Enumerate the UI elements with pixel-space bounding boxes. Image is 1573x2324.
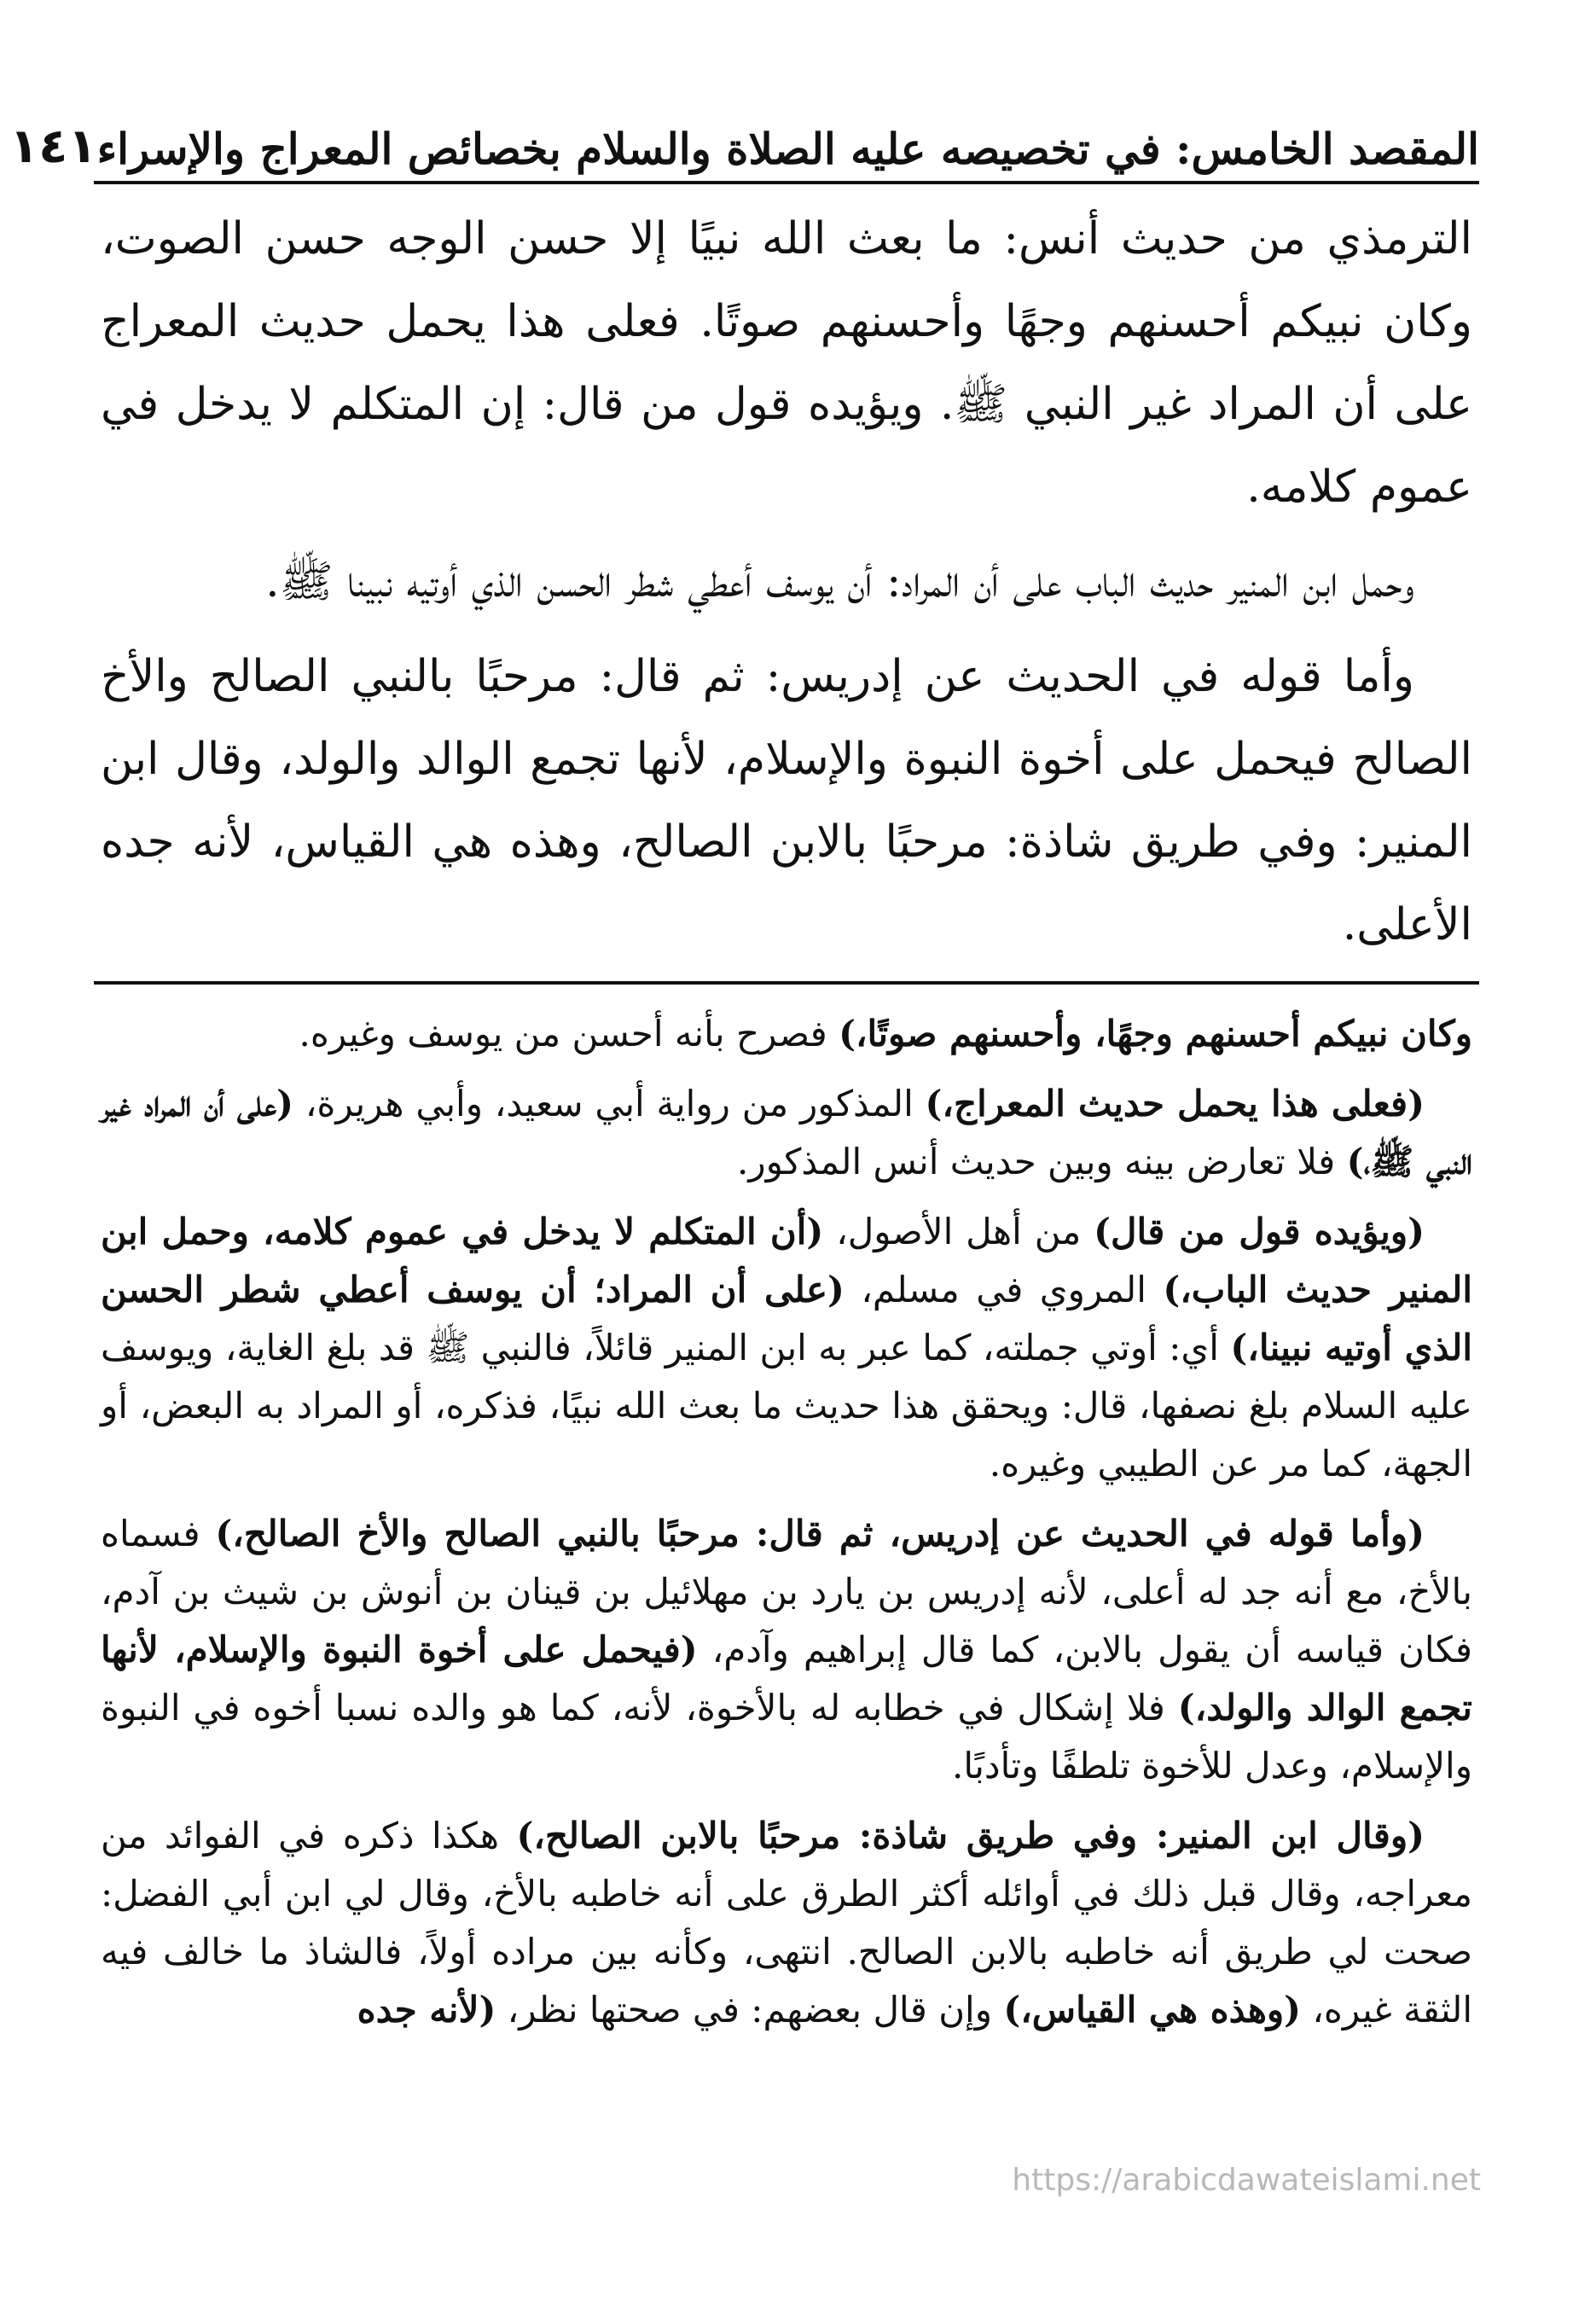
quoted-matn: (فيحمل على أخوة النبوة والإسلام، لأنها تجمع الوالد والولد،) xyxy=(101,1629,1472,1728)
quoted-matn: (لأنه جده xyxy=(357,1989,496,2031)
running-header xyxy=(9,101,1479,174)
main-paragraph: وحمل ابن المنير حديث الباب على أن المراد: أن يوسف أعطي شطر الحسن الذي أوتيه نبينا ﷺ. xyxy=(265,556,1414,607)
commentary-text-run: وإن قال بعضهم: في صحتها نظر، xyxy=(496,1989,1004,2031)
quoted-matn: (أن المتكلم لا يدخل في عموم كلامه، وحمل ابن المنير حديث الباب،) xyxy=(101,1211,1472,1310)
commentary-paragraph xyxy=(101,1203,1472,1493)
page-number: ١٤١ xyxy=(9,119,97,174)
quoted-matn: (على أن المراد؛ أن يوسف أعطي شطر الحسن الذي أوتيه نبينا،) xyxy=(101,1269,1473,1368)
commentary-text-run: المذكور من رواية أبي سعيد، وأبي هريرة، xyxy=(293,1083,926,1124)
quoted-matn: (وهذه هي القياس،) xyxy=(1003,1989,1302,2031)
main-paragraph: الترمذي من حديث أنس: ما بعث الله نبيًا إلا حسن الوجه حسن الصوت، وكان نبيكم أحسنهم وجهًا وأحسنهم صوتًا. فعلى هذا يحمل حديث المعراج على أن المراد غير النبي ﷺ. ويؤيده قول من قال: إن المتكلم لا يدخل في عموم كلامه. xyxy=(101,213,1472,513)
commentary-text-run: فصرح بأنه أحسن من يوسف وغيره. xyxy=(299,1013,839,1055)
commentary-text-run: هكذا ذكره في الفوائد من معراجه، وقال قبل ذلك في أوائله أكثر الطرق على أنه خاطبه بالأخ، وقال لي ابن أبي الفضل: صحت لي طريق أنه خاطبه بالابن الصالح. انتهى، وكأنه بين مراده أولاً، فالشاذ ما خالف فيه الثقة غيره، xyxy=(101,1815,1472,2031)
quoted-matn: (فعلى هذا يحمل حديث المعراج،) xyxy=(925,1083,1425,1124)
commentary-text-run: فلا إشكال في خطابه له بالأخوة، لأنه، كما هو والده نسبا أخوه في النبوة والإسلام، وعدل للأخوة تلطفًا وتأدبًا. xyxy=(101,1687,1472,1787)
quoted-matn: (وقال ابن المنير: وفي طريق شاذة: مرحبًا بالابن الصالح،) xyxy=(516,1815,1425,1856)
commentary-text-run: من أهل الأصول، xyxy=(823,1211,1094,1252)
watermark-url: https://arabicdawateislami.net xyxy=(1012,2163,1481,2198)
commentary-text-run: فسماه بالأخ، مع أنه جد له أعلى، لأنه إدريس بن يارد بن مهلائيل بن قينان بن أنوش بن شيث بن آدم، فكان قياسه أن يقول بالابن، كما قال إبراهيم وآدم، xyxy=(101,1513,1472,1670)
quoted-matn: (ويؤيده قول من قال) xyxy=(1094,1211,1425,1252)
commentary-text xyxy=(101,1005,1472,2174)
header-rule xyxy=(94,181,1479,184)
main-text xyxy=(101,198,1472,966)
commentary-separator xyxy=(94,981,1479,985)
quoted-matn: وكان نبيكم أحسنهم وجهًا، وأحسنهم صوتًا،) xyxy=(839,1013,1472,1055)
chapter-title: المقصد الخامس: في تخصيصه عليه الصلاة والسلام بخصائص المعراج والإسراء xyxy=(96,124,1479,174)
commentary-paragraph xyxy=(101,1807,1472,2039)
commentary-paragraph xyxy=(101,1505,1472,1795)
commentary-text-run: أي: أوتي جملته، كما عبر به ابن المنير قائلاً، فالنبي ﷺ قد بلغ الغاية، ويوسف عليه السلام بلغ نصفها، قال: ويحقق هذا حديث ما بعث الله نبيًا، فذكره، أو المراد به البعض، أو الجهة، كما مر عن الطيبي وغيره. xyxy=(101,1327,1472,1484)
main-paragraph: وأما قوله في الحديث عن إدريس: ثم قال: مرحبًا بالنبي الصالح والأخ الصالح فيحمل على أخوة النبوة والإسلام، لأنها تجمع الوالد والولد، وقال ابن المنير: وفي طريق شاذة: مرحبًا بالابن الصالح، وهذه هي القياس، لأنه جده الأعلى. xyxy=(101,651,1472,950)
quoted-matn: (وأما قوله في الحديث عن إدريس، ثم قال: مرحبًا بالنبي الصالح والأخ الصالح،) xyxy=(215,1513,1425,1554)
commentary-paragraph xyxy=(101,1075,1472,1191)
quoted-matn: (على أن المراد غير النبي ﷺ،) xyxy=(101,1083,1472,1182)
commentary-text-run: فلا تعارض بينه وبين حديث أنس المذكور. xyxy=(737,1141,1347,1182)
commentary-text-run: المروي في مسلم، xyxy=(844,1269,1164,1310)
commentary-paragraph xyxy=(101,1005,1472,1063)
